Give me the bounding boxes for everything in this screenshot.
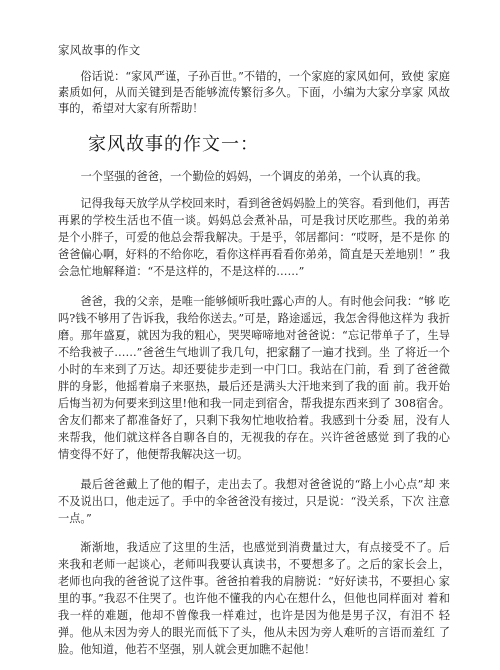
document-title: 家风故事的作文: [58, 43, 141, 57]
paragraph-farewell: 最后爸爸戴上了他的帽子，走出去了。我想对爸爸说的“路上小心点”却 来不及说出口，他走远了。手中的伞爸爸没有接过，只是说：“没关系，下次 注意一点。”: [58, 477, 450, 525]
paragraph-father: 爸爸，我的父亲，是唯一能够倾听我吐露心声的人。有时他会问我：“够 吃吗?钱不够用了告诉我，我给你送去。”可是，路途遥远，我怎舍得他这样为 我折磨。那年盛夏，就因为我的粗心，哭哭啼啼地对爸爸说：“忘记带单子了，生导不给我被子……”爸爸生气地训了我几句，把家翻了一遍才找到。坐 了将近一个小时的车来到了万达。却还要徒步走到一中门口。我站在门前，看 到了爸爸微胖的身影，他摇着扇子来驱热，最后还是满头大汗地来到了我的面 前。我开始后悔当初为何要来到这里!他和我一同走到宿舍，帮我提东西来到了 308宿舍。舍友们都来了都准备好了，只剩下我匆忙地收拾着。我感到十分委 屈，没有人来帮我，他们就这样各自聊各自的，无视我的存在。兴许爸爸感觉 到了我的心情变得不好了，他便帮我解决这一切。: [58, 294, 450, 462]
essay-body: [58, 168, 450, 670]
intro-paragraph: 俗话说：“家风严谨，子孙百世。”不错的，一个家庭的家风如何，致使 家庭素质如何，从而关键到是否能够流传繁衍多久。下面，小编为大家分享家 风故事的，希望对大家有所帮助！: [58, 70, 450, 116]
paragraph-adapting: 渐渐地，我适应了这里的生活，也感觉到消费量过大，有点接受不了。后 来我和老师一起谈心，老师叫我要认真读书，不要想多了。之后的家长会上， 老师也向我的爸爸说了这件事。爸爸拍着我的肩膀说：“好好读书，不要担心 家里的事。”我忍不住哭了。也许他不懂我的内心在想什么，但他也同样面对 着和我一样的难题，他却不曾像我一样难过，也许是因为他是男子汉，有泪不 轻弹。他从未因为旁人的眼光而低下了头，他从未因为旁人难听的言语而羞红 了脸。他知道，他若不坚强，别人就会更加瞧不起他！: [58, 540, 450, 657]
paragraph-school-memory: 记得我每天放学从学校回来时，看到爸爸妈妈脸上的笑容。看到他们，再苦 再累的学校生活也不值一谈。妈妈总会煮补品，可是我讨厌吃那些。我的弟弟 是个小胖子，可爱的他总会帮我解决。于是乎，邻居都问：“哎呀，是不是你 的爸爸偏心啊，好料的不给你吃，看你这样再看看你弟弟，简直是天差地别！” 我会急忙地解释道：“不是这样的，不是这样的……”: [58, 197, 450, 279]
paragraph-family-intro: 一个坚强的爸爸，一个勤俭的妈妈，一个调皮的弟弟，一个认真的我。: [80, 170, 428, 183]
essay-heading: 家风故事的作文一：: [88, 134, 259, 155]
